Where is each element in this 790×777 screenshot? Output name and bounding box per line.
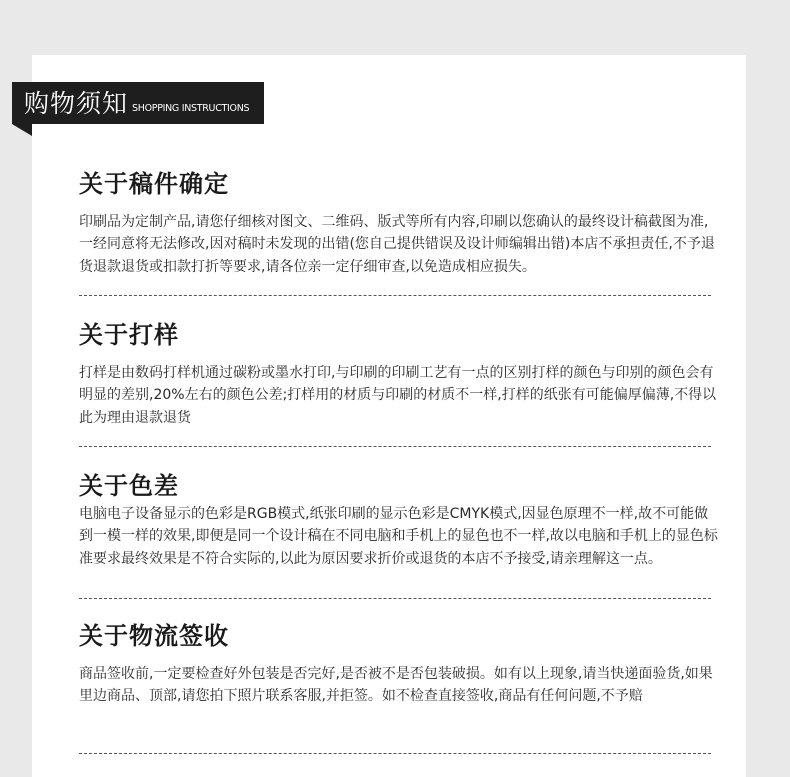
section-body: 电脑电子设备显示的色彩是RGB模式,纸张印刷的显示色彩是CMYK模式,因显色原理不一样,故不可能做到一模一样的效果,即便是同一个设计稿在不同电脑和手机上的显色也不一样,故以电脑和手机上的显色标准要求最终效果是不符合实际的,以此为原因要求折价或退货的本店不予接受,请亲理解这一点。: [79, 506, 718, 567]
section-body: 打样是由数码打样机通过碳粉或墨水打印,与印刷的印刷工艺有一点的区别打样的颜色与印别的颜色会有明显的差别,20%左右的颜色公差;打样用的材质与印刷的材质不一样,打样的纸张有可能偏厚偏薄,不得以此为理由退款退货: [79, 365, 717, 426]
section-divider: [79, 598, 711, 599]
section-divider: [79, 295, 711, 296]
section-proofing: [79, 323, 719, 429]
section-manuscript-confirmation: [79, 172, 719, 278]
section-divider: [79, 446, 711, 447]
section-body: 印刷品为定制产品,请您仔细核对图文、二维码、版式等所有内容,印刷以您确认的最终设计稿截图为准,一经同意将无法修改,因对稿时未发现的出错(您自己提供错误及设计师编辑出错)本店不承担责任,不予退货退款退货或扣款打折等要求,请各位亲一定仔细审查,以免造成相应损失。: [79, 214, 715, 275]
section-color-difference: [79, 474, 719, 570]
shopping-instructions-banner: [12, 82, 264, 124]
banner-fold-decoration: [12, 124, 32, 136]
section-body: 商品签收前,一定要检查好外包装是否完好,是否被不是否包装破损。如有以上现象,请当快递面验货,如果里边商品、顶部,请您拍下照片联系客服,并拒签。如不检查直接签收,商品有任何问题,不予赔: [79, 666, 713, 705]
section-title: 关于色差: [79, 472, 179, 500]
section-title: 关于稿件确定: [79, 170, 229, 198]
section-divider: [79, 753, 711, 754]
section-title: 关于物流签收: [79, 622, 229, 650]
banner-title: 购物须知: [24, 88, 129, 118]
banner-subtitle: SHOPPING INSTRUCTIONS: [132, 102, 250, 114]
section-logistics-receipt: [79, 624, 719, 708]
section-title: 关于打样: [79, 321, 179, 349]
